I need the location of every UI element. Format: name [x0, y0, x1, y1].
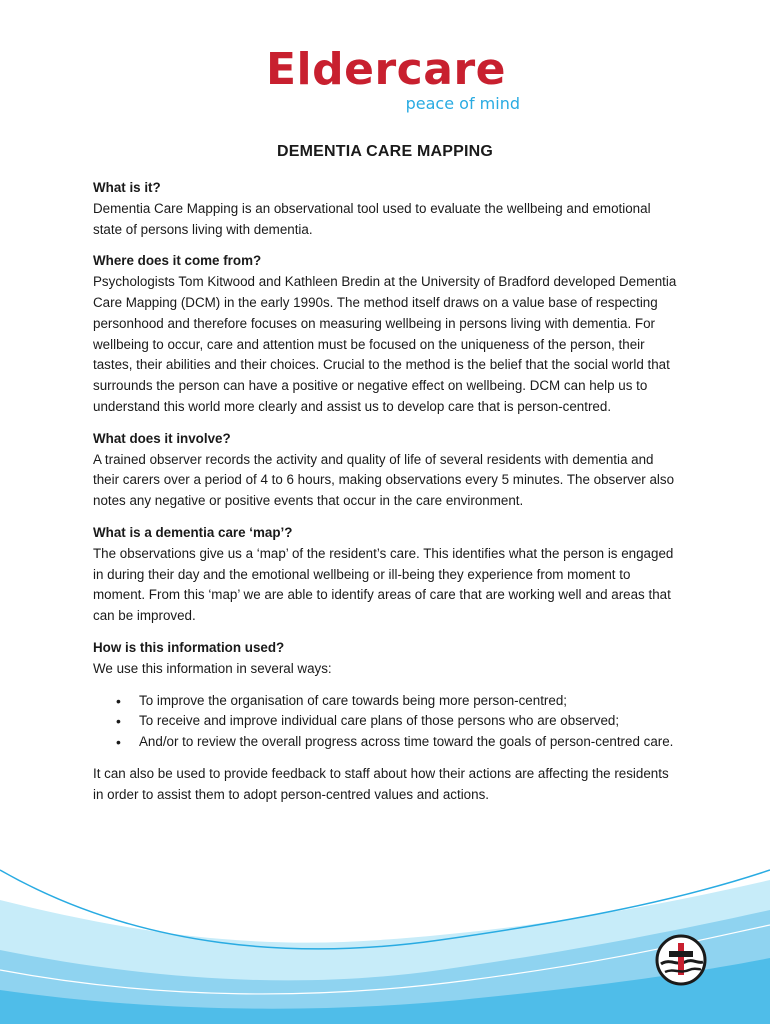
closing-paragraph: It can also be used to provide feedback to staff about how their actions are affecting the residents in order to assist them to adopt person-centred values and actions. [93, 765, 669, 802]
page-title: DEMENTIA CARE MAPPING [276, 143, 494, 160]
decorative-waves [0, 840, 770, 1024]
section-involvement [93, 429, 678, 512]
usage-bullet-list [93, 691, 678, 753]
section-care-map [93, 523, 678, 627]
church-cross-emblem-icon [655, 934, 707, 986]
list-item: • To receive and improve individual care plans of those persons who are observed; [139, 711, 678, 732]
section-paragraph: The observations give us a ‘map’ of the resident’s care. This identifies what the person is engaged in during their day and the emotional wellbeing or ill-being they experience from moment to moment. From this ‘map’ we are able to identify areas of care that are working well and areas that can be improved. [93, 545, 674, 624]
eldercare-logo [246, 44, 526, 124]
logo-wordmark: Eldercare [266, 44, 506, 95]
section-paragraph: Dementia Care Mapping is an observational tool used to evaluate the wellbeing and emotional state of persons living with dementia. [93, 200, 651, 237]
section-paragraph: We use this information in several ways: [93, 660, 332, 676]
logo-tagline: peace of mind [405, 94, 520, 113]
section-heading: What is a dementia care ‘map’? [93, 524, 293, 540]
document-body [93, 178, 678, 806]
section-paragraph: A trained observer records the activity and quality of life of several residents with dementia and their carers over a period of 4 to 6 hours, making observations every 5 minutes. The observer also notes any negative or positive events that occur in the care environment. [93, 451, 675, 509]
list-item: • And/or to review the overall progress across time toward the goals of person-centred care. [139, 732, 678, 753]
section-heading: How is this information used? [93, 639, 285, 655]
section-usage [93, 638, 678, 680]
section-what-is-it [93, 178, 678, 240]
list-item: • To improve the organisation of care towards being more person-centred; [139, 691, 678, 712]
section-heading: What is it? [93, 180, 161, 195]
section-origin [93, 251, 678, 417]
section-heading: Where does it come from? [93, 253, 262, 269]
section-heading: What does it involve? [93, 430, 231, 446]
section-paragraph: Psychologists Tom Kitwood and Kathleen Bredin at the University of Bradford developed Dementia Care Mapping (DCM) in the early 1990s. The method itself draws on a value base of respecting personhood and therefore focuses on measuring wellbeing in persons living with dementia. For wellbeing to occur, care and attention must be focused on the uniqueness of the person, their tastes, their abilities and their choices. Crucial to the method is the belief that the social world that surrounds the person can have a positive or negative effect on wellbeing. DCM can help us to understand this world more clearly and assist us to develop care that is person-centred. [93, 274, 677, 414]
